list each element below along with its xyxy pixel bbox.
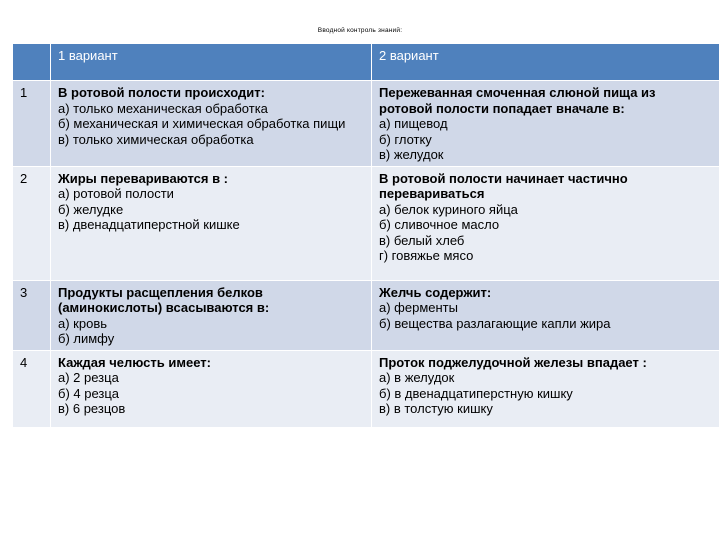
answer-option: а) только механическая обработка — [58, 100, 268, 116]
variant-1-cell — [51, 280, 372, 350]
header-cell-variant-2: 2 вариант — [372, 44, 720, 81]
header-cell-variant-1: 1 вариант — [51, 44, 372, 81]
answer-option: б) механическая и химическая обработка пищи — [58, 116, 346, 131]
table-row — [13, 81, 720, 167]
variant-1-cell — [51, 350, 372, 427]
variant-2-cell — [372, 81, 720, 167]
variant-2-cell — [372, 350, 720, 427]
answer-option: г) говяжье мясо — [379, 248, 474, 263]
answer-option: в) 6 резцов — [58, 401, 126, 416]
answer-option: а) кровь — [58, 315, 107, 331]
row-number: 2 — [13, 166, 51, 280]
question-text: В ротовой полости начинает частично перевариваться — [379, 170, 628, 201]
answer-option: б) 4 резца — [58, 385, 120, 401]
row-number: 3 — [13, 280, 51, 350]
table-row — [13, 350, 720, 427]
question-text: Продукты расщепления белков (аминокислоты) всасываются в: — [58, 284, 270, 315]
answer-option: а) пищевод — [379, 116, 448, 131]
answer-option: в) двенадцатиперстной кишке — [58, 217, 240, 232]
header-cell-number — [13, 44, 51, 81]
answer-option: в) в толстую кишку — [379, 401, 493, 416]
answer-option: в) белый хлеб — [379, 232, 465, 248]
answer-option: б) глотку — [379, 131, 432, 147]
answer-option: б) сливочное масло — [379, 217, 500, 232]
quiz-table — [12, 43, 720, 428]
answer-option: а) 2 резца — [58, 370, 119, 385]
variant-2-cell — [372, 166, 720, 280]
variant-2-cell — [372, 280, 720, 350]
table-row — [13, 280, 720, 350]
answer-option: б) в двенадцатиперстную кишку — [379, 385, 573, 401]
answer-option: а) белок куриного яйца — [379, 201, 518, 217]
table-header-row — [13, 44, 720, 81]
answer-option: б) лимфу — [58, 331, 115, 346]
question-text: Жиры перевариваются в : — [58, 170, 229, 186]
question-text: Каждая челюсть имеет: — [58, 354, 211, 370]
variant-1-cell — [51, 81, 372, 167]
question-text: В ротовой полости происходит: — [58, 85, 265, 100]
question-text: Проток поджелудочной железы впадает : — [379, 354, 647, 370]
answer-option: а) ферменты — [379, 300, 458, 315]
question-text: Желчь содержит: — [379, 284, 492, 300]
answer-option: а) в желудок — [379, 370, 455, 385]
row-number: 1 — [13, 81, 51, 167]
page-title: Вводной контроль знаний: — [317, 27, 403, 34]
question-text: Пережеванная смоченная слюной пища из ротовой полости попадает вначале в: — [379, 85, 656, 116]
answer-option: в) только химическая обработка — [58, 131, 254, 147]
answer-option: в) желудок — [379, 147, 444, 162]
table-row — [13, 166, 720, 280]
answer-option: а) ротовой полости — [58, 186, 174, 201]
row-number: 4 — [13, 350, 51, 427]
answer-option: б) желудке — [58, 201, 124, 217]
answer-option: б) вещества разлагающие капли жира — [379, 315, 611, 331]
variant-1-cell — [51, 166, 372, 280]
